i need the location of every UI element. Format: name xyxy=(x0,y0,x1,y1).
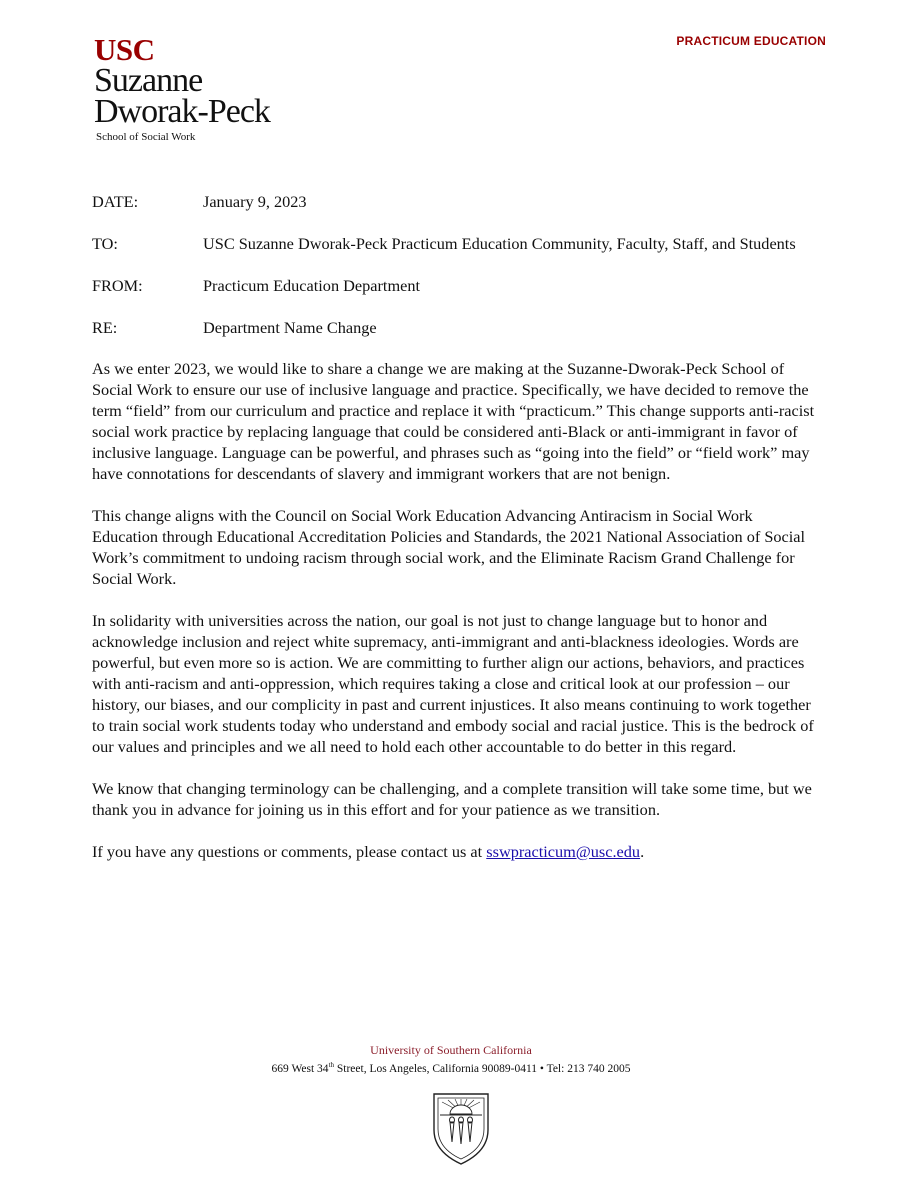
department-tag: PRACTICUM EDUCATION xyxy=(676,34,826,48)
logo-name-line1: Suzanne xyxy=(94,62,203,99)
usc-sdp-logo xyxy=(94,34,270,143)
body-paragraph-2: This change aligns with the Council on Social Work Education Advancing Antiracism in Social Work Education through Educational Accreditation Policies and Standards, the 2021 National Association of Social Work’s commitment to undoing racism through social work, and the Eliminate Racism Grand Challenge for Social Work. xyxy=(92,506,806,588)
footer-university: University of Southern California xyxy=(370,1043,532,1057)
body-paragraph-3: In solidarity with universities across the nation, our goal is not just to change language but to honor and acknowledge inclusion and reject white supremacy, anti-immigrant and anti-blackness ideologies. Words are powerful, but even more so is action. We are committing to further align our actions, behaviors, and practices with anti-racism and anti-oppression, which requires taking a close and critical look at our profession – our history, our biases, and our complicity in past and current injustices. It also means continuing to work together to train social work students today who understand and embody social and racial justice. This is the bedrock of our values and principles and we all need to hold each other accountable to do better in this regard. xyxy=(92,611,814,756)
logo-name-line2: Dworak-Peck xyxy=(94,93,270,130)
memo-content xyxy=(92,191,820,883)
logo-school-name: School of Social Work xyxy=(96,131,196,143)
body-paragraph-4: We know that changing terminology can be challenging, and a complete transition will take some time, but we thank you in advance for joining us in this effort and for your patience as we transition. xyxy=(92,779,812,819)
memo-date-label: DATE: xyxy=(92,192,139,211)
memo-to-value: USC Suzanne Dworak-Peck Practicum Education Community, Faculty, Staff, and Students xyxy=(203,234,796,253)
memo-re-row xyxy=(92,317,820,338)
contact-email-link[interactable]: sswpracticum@usc.edu xyxy=(486,842,641,861)
contact-suffix: . xyxy=(640,842,645,861)
footer-address-post: Street, Los Angeles, California 90089-0411 • Tel: 213 740 2005 xyxy=(334,1062,631,1075)
footer-address-pre: 669 West 34 xyxy=(271,1062,329,1075)
footer-address-sup: th xyxy=(328,1061,335,1069)
memo-from-value: Practicum Education Department xyxy=(203,276,421,295)
memo-re-label: RE: xyxy=(92,318,118,337)
memo-date-value: January 9, 2023 xyxy=(203,192,307,211)
letter-body xyxy=(92,358,820,862)
body-paragraph-5 xyxy=(92,841,820,862)
memo-re-value: Department Name Change xyxy=(203,318,377,337)
footer-address xyxy=(0,1058,902,1077)
memo-date-row xyxy=(92,191,820,212)
body-paragraph-1: As we enter 2023, we would like to share a change we are making at the Suzanne-Dworak-Peck School of Social Work to ensure our use of inclusive language and practice. Specifically, we have decided to remove the term “field” from our curriculum and practice and replace it with “practicum.” This change supports anti-racist social work practice by replacing language that could be considered anti-Black or anti-immigrant in favor of inclusive language. Language can be powerful, and phrases such as “going into the field” or “field work” may have connotations for descendants of slavery and immigrant workers that are not benign. xyxy=(92,359,815,483)
memo-from-label: FROM: xyxy=(92,276,143,295)
letter-footer xyxy=(0,1043,902,1077)
contact-prefix: If you have any questions or comments, please contact us at xyxy=(92,842,487,861)
memo-to-row xyxy=(92,233,820,254)
usc-seal-icon xyxy=(430,1090,492,1166)
logo-usc-wordmark: USC xyxy=(94,32,155,67)
memo-from-row xyxy=(92,275,820,296)
memo-to-label: TO: xyxy=(92,234,118,253)
